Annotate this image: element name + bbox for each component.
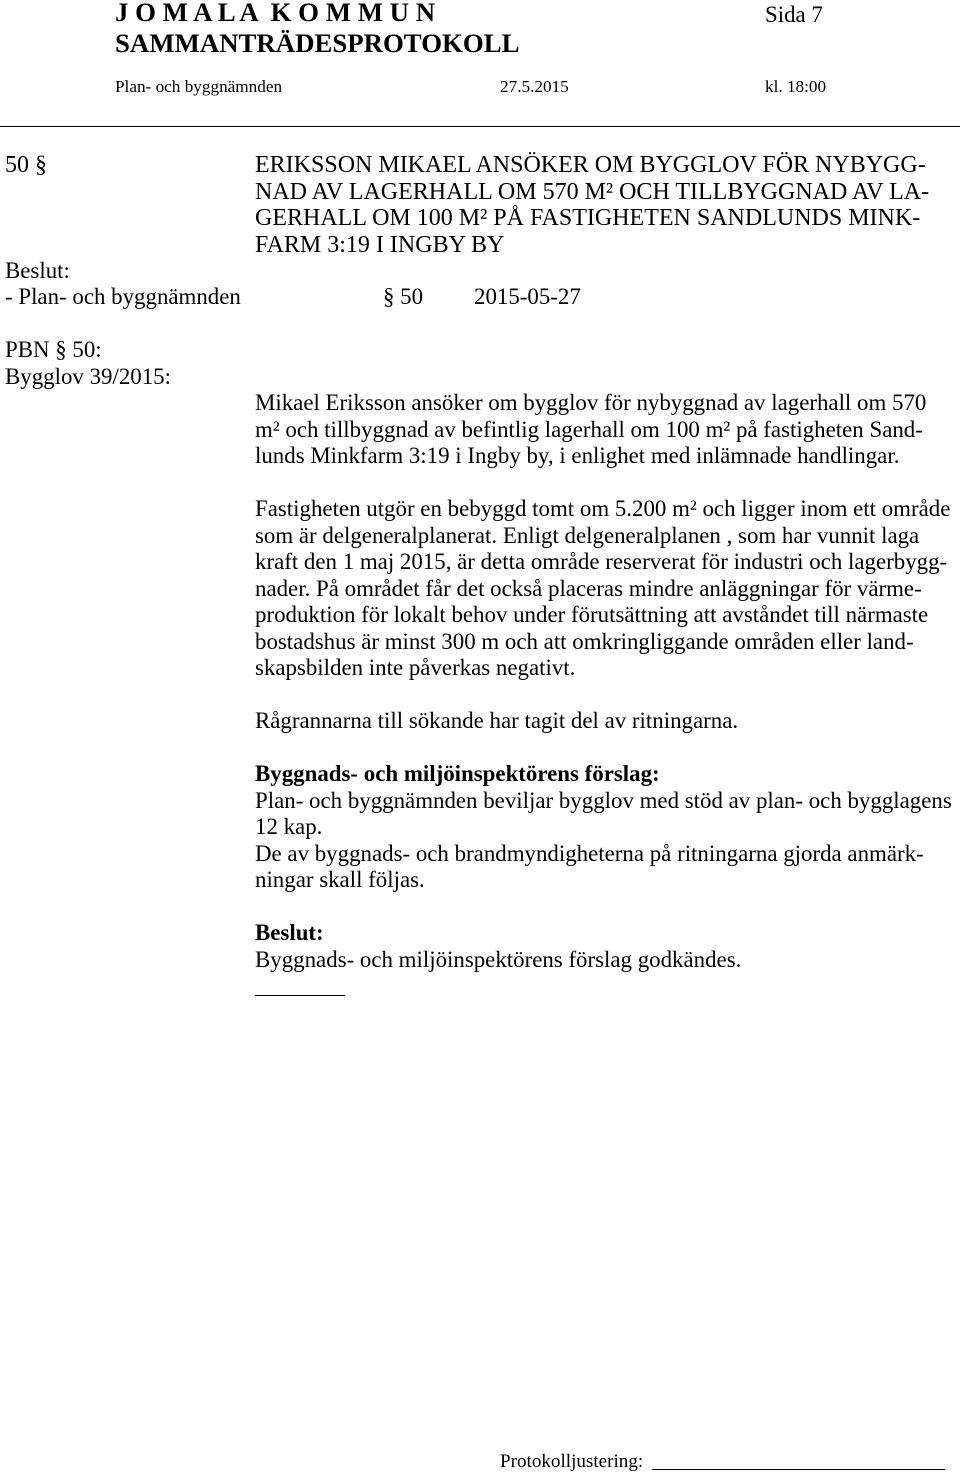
meeting-time: kl. 18:00: [765, 77, 827, 96]
body-line: Mikael Eriksson ansöker om bygglov för nybyggnad av lagerhall om 570: [255, 390, 927, 415]
decision-text: Byggnads- och miljöinspektörens förslag godkändes.: [255, 946, 742, 972]
municipality-name: J O M A L A K O M M U N: [115, 0, 436, 27]
decision-block: [255, 920, 955, 973]
section-number: 50 §: [5, 152, 47, 178]
body-line: som är delgeneralplanerat. Enligt delgeneralplanen , som har vunnit laga: [255, 522, 920, 548]
section-title: [255, 152, 955, 258]
body-line: bostadshus är minst 300 m och att omkringliggande områden eller land-: [255, 628, 914, 654]
paragraph: [255, 708, 955, 735]
decision-heading: Beslut:: [255, 920, 324, 945]
section-title-line: NAD AV LAGERHALL OM 570 M² OCH TILLBYGGNAD AV LA-: [255, 178, 930, 205]
body-line: produktion för lokalt behov under förutsättning att avståndet till närmaste: [255, 602, 929, 627]
section-title-line: ERIKSSON MIKAEL ANSÖKER OM BYGGLOV FÖR NYBYGG-: [255, 152, 926, 178]
section-title-line: FARM 3:19 I INGBY BY: [255, 231, 505, 258]
case-type: Bygglov 39/2015:: [5, 364, 171, 389]
proposal-text: ningar skall följas.: [255, 867, 425, 892]
body-line: kraft den 1 maj 2015, är detta område reserverat för industri och lagerbygg-: [255, 549, 948, 574]
section-title-line: GERHALL OM 100 M² PÅ FASTIGHETEN SANDLUNDS MINK-: [255, 205, 921, 231]
prior-decision-date: 2015-05-27: [474, 284, 581, 309]
proposal-heading: Byggnads- och miljöinspektörens förslag:: [255, 761, 660, 786]
prior-decision-paragraph: § 50: [383, 284, 424, 309]
prior-decision-body: - Plan- och byggnämnden: [5, 284, 241, 309]
page-number: Sida 7: [765, 2, 823, 27]
proposal-text: Plan- och byggnämnden beviljar bygglov med stöd av plan- och bygglagens: [255, 787, 952, 813]
document-type: SAMMANTRÄDESPROTOKOLL: [115, 28, 520, 58]
meeting-date: 27.5.2015: [500, 77, 569, 96]
body-line: Rågrannarna till sökande har tagit del av ritningarna.: [255, 708, 739, 733]
proposal-block: [255, 761, 955, 894]
body-line: skapsbilden inte påverkas negativt.: [255, 655, 576, 680]
body-line: m² och tillbyggnad av befintlig lagerhall om 100 m² på fastigheten Sand-: [255, 416, 923, 442]
proposal-text: De av byggnads- och brandmyndigheterna på ritningarna gjorda anmärk-: [255, 840, 924, 866]
paragraph: [255, 390, 955, 470]
paragraph: [255, 496, 955, 682]
body-line: nader. På området får det också placeras mindre anläggningar för värme-: [255, 575, 922, 601]
case-description: [255, 390, 955, 996]
case-reference: PBN § 50:: [5, 337, 102, 362]
end-separator: [255, 995, 345, 996]
signature-line: [652, 1469, 945, 1470]
protocol-adjustment-label: Protokolljustering:: [500, 1451, 644, 1472]
proposal-text: 12 kap.: [255, 814, 323, 839]
body-line: lunds Minkfarm 3:19 i Ingby by, i enlighet med inlämnade handlingar.: [255, 443, 900, 468]
prior-decision-label: Beslut:: [5, 258, 70, 283]
body-line: Fastigheten utgör en bebyggd tomt om 5.200 m² och ligger inom ett område: [255, 496, 951, 521]
header-rule: [0, 126, 960, 127]
committee-name: Plan- och byggnämnden: [115, 77, 283, 96]
